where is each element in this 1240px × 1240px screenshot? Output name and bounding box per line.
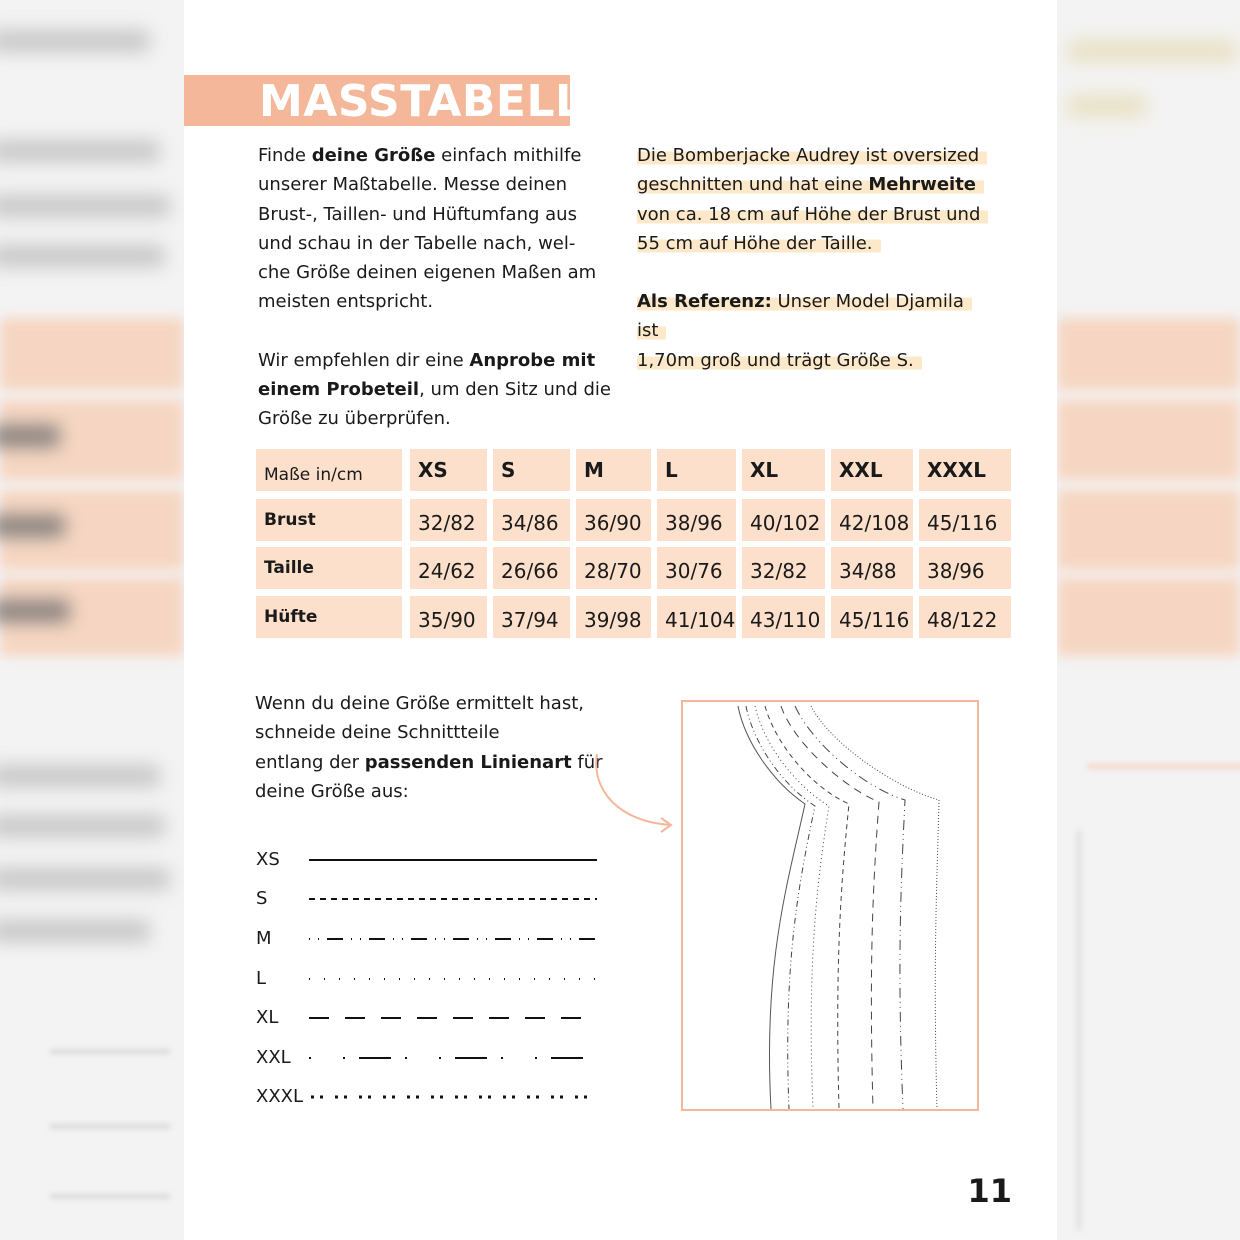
measurement-label: Taille (256, 547, 402, 589)
measurement-label: Hüfte (256, 596, 402, 638)
legend-item (256, 1085, 616, 1109)
legend-item (256, 848, 616, 872)
pattern-illustration (681, 700, 979, 1111)
legend-line-sample (309, 1046, 609, 1070)
blurred-band (1057, 400, 1240, 480)
measurement-value: 38/96 (919, 547, 1011, 589)
legend-item (256, 1046, 616, 1070)
intro-text: unserer Maßtabelle. Messe deinen (258, 174, 568, 196)
intro-text: Finde (258, 145, 312, 166)
legend-size-label: S (256, 888, 268, 909)
measurement-value: 43/110 (742, 596, 825, 638)
intro-emphasis: Anprobe mit (469, 349, 596, 371)
legend-line-sample (309, 967, 609, 991)
measurement-value: 28/70 (576, 547, 651, 589)
note-emphasis: Mehrweite (868, 174, 977, 196)
measurement-value: 42/108 (831, 499, 913, 541)
measurement-value: 38/96 (657, 499, 736, 541)
measurement-value: 32/82 (410, 499, 487, 541)
intro-text: che Größe deinen eigenen Maßen am (258, 262, 597, 284)
note-text: Unser Model Djamila ist (637, 291, 964, 342)
intro-text: , um den Sitz und die (419, 379, 611, 401)
blurred-text (0, 195, 170, 217)
blurred-text (0, 245, 165, 267)
measurement-value: 40/102 (742, 499, 825, 541)
cutting-text: für (571, 751, 603, 773)
intro-text: und schau in der Tabelle nach, wel- (258, 232, 576, 254)
size-header: XXL (831, 449, 913, 491)
blurred-band (1057, 578, 1240, 656)
intro-emphasis: deine Größe (311, 145, 436, 166)
blurred-text (0, 765, 160, 787)
intro-text: einfach mithilfe (435, 145, 582, 166)
legend-item (256, 927, 616, 951)
reference-label: Als Referenz: (637, 291, 772, 313)
intro-paragraph (258, 141, 618, 434)
note-text: geschnitten und hat eine (637, 174, 869, 196)
note-text: von ca. 18 cm auf Höhe der Brust und (637, 204, 988, 225)
cutting-text: Wenn du deine Größe ermittelt hast, (255, 693, 584, 714)
legend-item (256, 887, 616, 911)
legend-line-sample (309, 1006, 609, 1030)
blurred-text (0, 515, 65, 537)
intro-emphasis: einem Probeteil (258, 379, 420, 401)
pattern-lines-icon (683, 702, 977, 1109)
legend-size-label: XL (256, 1007, 279, 1028)
cutting-text: schneide deine Schnittteile (255, 722, 500, 744)
legend-size-label: XXL (256, 1047, 291, 1068)
measurement-value: 45/116 (919, 499, 1011, 541)
cutting-text: deine Größe aus: (255, 780, 409, 802)
background-right (1057, 0, 1240, 1240)
page-number: 11 (967, 1172, 1012, 1210)
blurred-text (0, 30, 150, 52)
cutting-text: entlang der (255, 751, 365, 773)
measurement-value: 39/98 (576, 596, 651, 638)
blurred-line (50, 1050, 170, 1053)
size-header: XL (742, 449, 825, 491)
table-corner-label: Maße in/cm (256, 449, 402, 491)
intro-text: Größe zu überprüfen. (258, 408, 451, 430)
cutting-emphasis: passenden Linienart (364, 751, 572, 773)
cutting-instructions (255, 689, 615, 806)
note-text: Die Bomberjacke Audrey ist oversized (637, 145, 987, 166)
blurred-text (0, 600, 70, 622)
intro-text: meisten entspricht. (258, 291, 434, 313)
blurred-line (1077, 830, 1081, 1230)
blurred-line (50, 1125, 170, 1128)
background-left (0, 0, 184, 1240)
blurred-text (1067, 40, 1237, 62)
note-text: 55 cm auf Höhe der Taille. (637, 233, 881, 254)
legend-line-sample (309, 927, 609, 951)
blurred-band (1057, 490, 1240, 570)
measurement-value: 48/122 (919, 596, 1011, 638)
blurred-text (0, 920, 150, 942)
size-header: XS (410, 449, 487, 491)
blurred-band (1057, 318, 1240, 390)
measurement-value: 34/86 (493, 499, 570, 541)
blurred-line (1087, 765, 1240, 768)
measurement-value: 32/82 (742, 547, 825, 589)
blurred-text (0, 425, 60, 447)
blurred-band (0, 318, 184, 390)
blurred-text (0, 140, 160, 162)
measurement-value: 26/66 (493, 547, 570, 589)
intro-text: Wir empfehlen dir eine (258, 349, 470, 371)
legend-size-label: XXXL (256, 1086, 304, 1107)
blurred-text (1067, 95, 1147, 117)
arrow-icon (589, 752, 679, 834)
legend-size-label: L (256, 968, 267, 989)
measurement-value: 24/62 (410, 547, 487, 589)
page-title: MASSTABELLE (259, 76, 615, 127)
blurred-text (0, 868, 170, 890)
legend-size-label: XS (256, 849, 280, 870)
legend-line-sample (309, 887, 609, 911)
document-page (184, 0, 1057, 1240)
legend-item (256, 1006, 616, 1030)
legend-item (256, 967, 616, 991)
legend-line-sample (309, 848, 609, 872)
measurement-value: 30/76 (657, 547, 736, 589)
legend-line-sample (309, 1085, 609, 1109)
fit-note (637, 141, 997, 375)
intro-text: Brust-, Taillen- und Hüftumfang aus (258, 203, 577, 225)
measurement-label: Brust (256, 499, 402, 541)
measurement-value: 45/116 (831, 596, 913, 638)
size-header: XXXL (919, 449, 1011, 491)
legend-size-label: M (256, 928, 272, 949)
measurement-value: 36/90 (576, 499, 651, 541)
measurement-value: 35/90 (410, 596, 487, 638)
size-header: L (657, 449, 736, 491)
measurement-value: 41/104 (657, 596, 736, 638)
size-header: M (576, 449, 651, 491)
size-header: S (493, 449, 570, 491)
measurement-value: 37/94 (493, 596, 570, 638)
blurred-line (50, 1195, 170, 1198)
measurement-value: 34/88 (831, 547, 913, 589)
blurred-text (0, 815, 165, 837)
note-text: 1,70m groß und trägt Größe S. (637, 350, 922, 371)
